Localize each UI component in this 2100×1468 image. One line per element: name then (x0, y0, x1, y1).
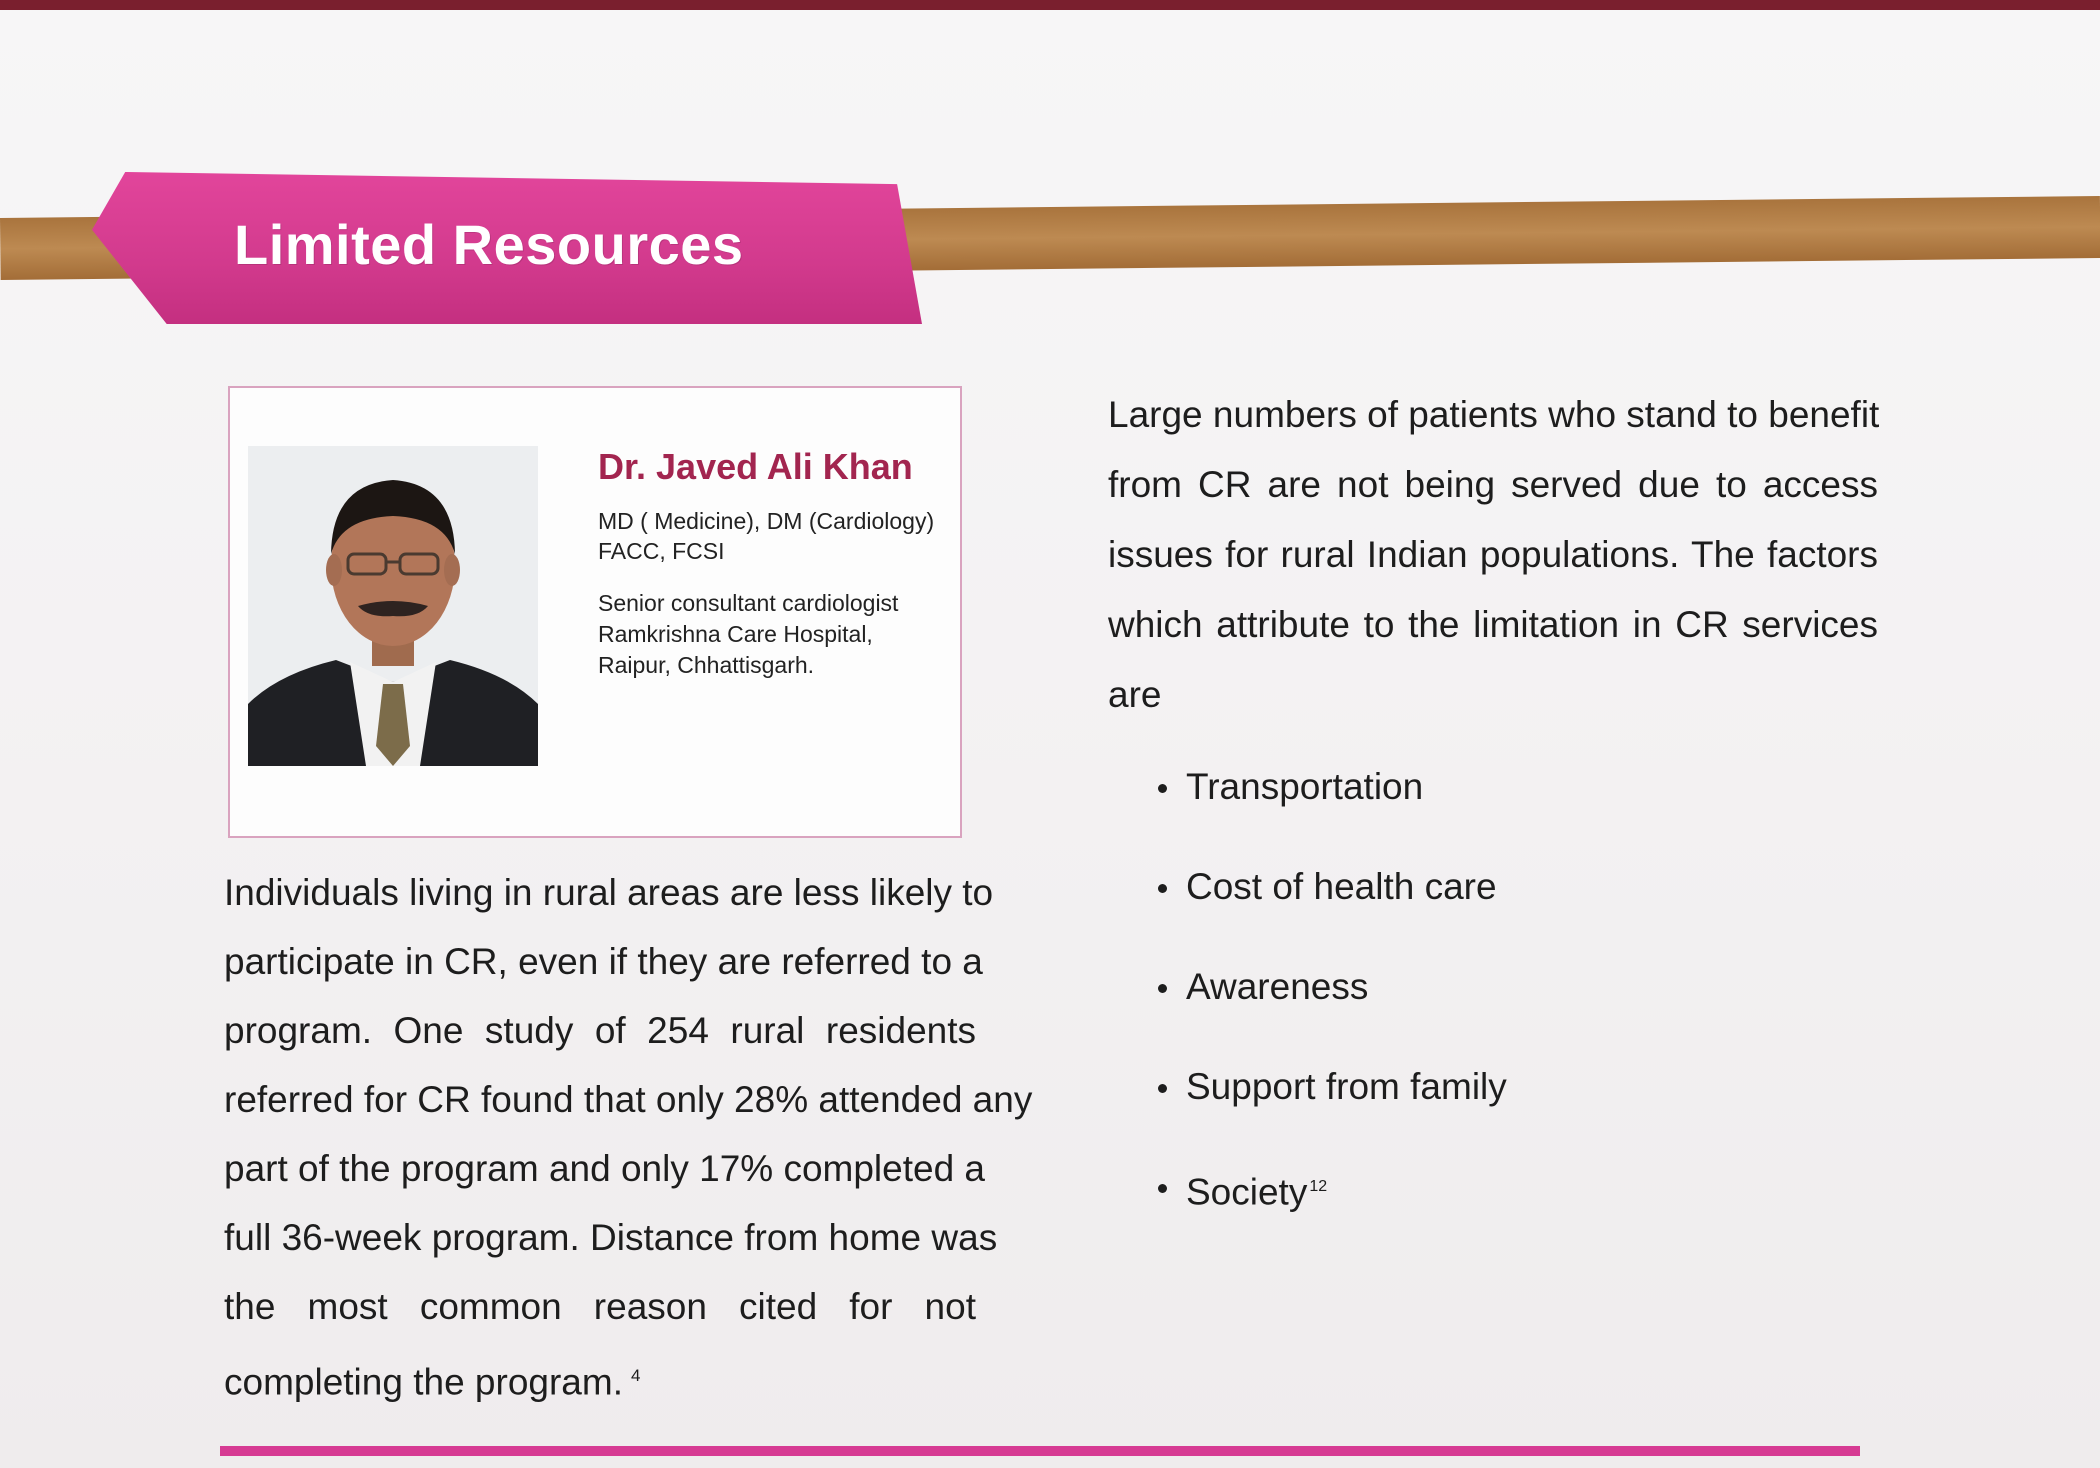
author-degree-line: MD ( Medicine), DM (Cardiology) (598, 508, 935, 534)
paragraph-line: full 36-week program. Distance from home was (224, 1217, 998, 1258)
list-item (1154, 852, 1507, 952)
section-title: Limited Resources (234, 213, 744, 276)
author-position (598, 588, 948, 681)
paragraph-line: are (1108, 674, 1162, 715)
factor-label: Cost of health care (1186, 866, 1497, 907)
paragraph-line: which attribute to the limitation in CR services (1108, 604, 1878, 645)
author-position-line: Raipur, Chhattisgarh. (598, 652, 815, 678)
paragraph-line: the most common reason cited for not (224, 1286, 976, 1327)
reference-superscript: 4 (630, 1366, 641, 1385)
list-item (1154, 1152, 1507, 1252)
factor-label: Awareness (1186, 966, 1369, 1007)
author-card (228, 386, 962, 838)
author-portrait-illustration (248, 446, 538, 766)
author-degree-line: FACC, FCSI (598, 538, 725, 564)
top-edge-strip (0, 0, 2100, 10)
author-position-line: Ramkrishna Care Hospital, (598, 621, 873, 647)
paragraph-line: Individuals living in rural areas are less likely to (224, 872, 994, 913)
access-issues-paragraph (1108, 380, 1878, 730)
rural-participation-paragraph (224, 858, 1033, 1416)
factor-label: Transportation (1186, 766, 1424, 807)
bullet-icon (1158, 1184, 1167, 1193)
author-degrees (598, 506, 948, 566)
bullet-icon (1158, 1084, 1167, 1093)
paragraph-line: issues for rural Indian populations. The factors (1108, 534, 1878, 575)
list-item (1154, 1052, 1507, 1152)
paragraph-line: participate in CR, even if they are referred to a (224, 941, 983, 982)
limiting-factors-list (1154, 752, 1507, 1252)
paragraph-line: part of the program and only 17% completed a (224, 1148, 986, 1189)
paragraph-line: program. One study of 254 rural residents (224, 1010, 976, 1051)
list-item (1154, 752, 1507, 852)
bullet-icon (1158, 784, 1167, 793)
author-position-line: Senior consultant cardiologist (598, 590, 899, 616)
list-item (1154, 952, 1507, 1052)
paragraph-line: Large numbers of patients who stand to benefit (1108, 394, 1880, 435)
bottom-pink-rule (220, 1446, 1860, 1456)
bullet-icon (1158, 984, 1167, 993)
paragraph-line: from CR are not being served due to access (1108, 464, 1878, 505)
paragraph-last-line (224, 1341, 976, 1416)
paragraph-line: completing the program. (224, 1361, 623, 1403)
bullet-icon (1158, 884, 1167, 893)
reference-superscript: 12 (1309, 1178, 1328, 1195)
factor-label: Society (1186, 1171, 1308, 1213)
author-photo (248, 446, 538, 766)
author-name: Dr. Javed Ali Khan (598, 446, 913, 487)
paragraph-line: referred for CR found that only 28% attended any (224, 1079, 1033, 1120)
factor-label: Support from family (1186, 1066, 1507, 1107)
